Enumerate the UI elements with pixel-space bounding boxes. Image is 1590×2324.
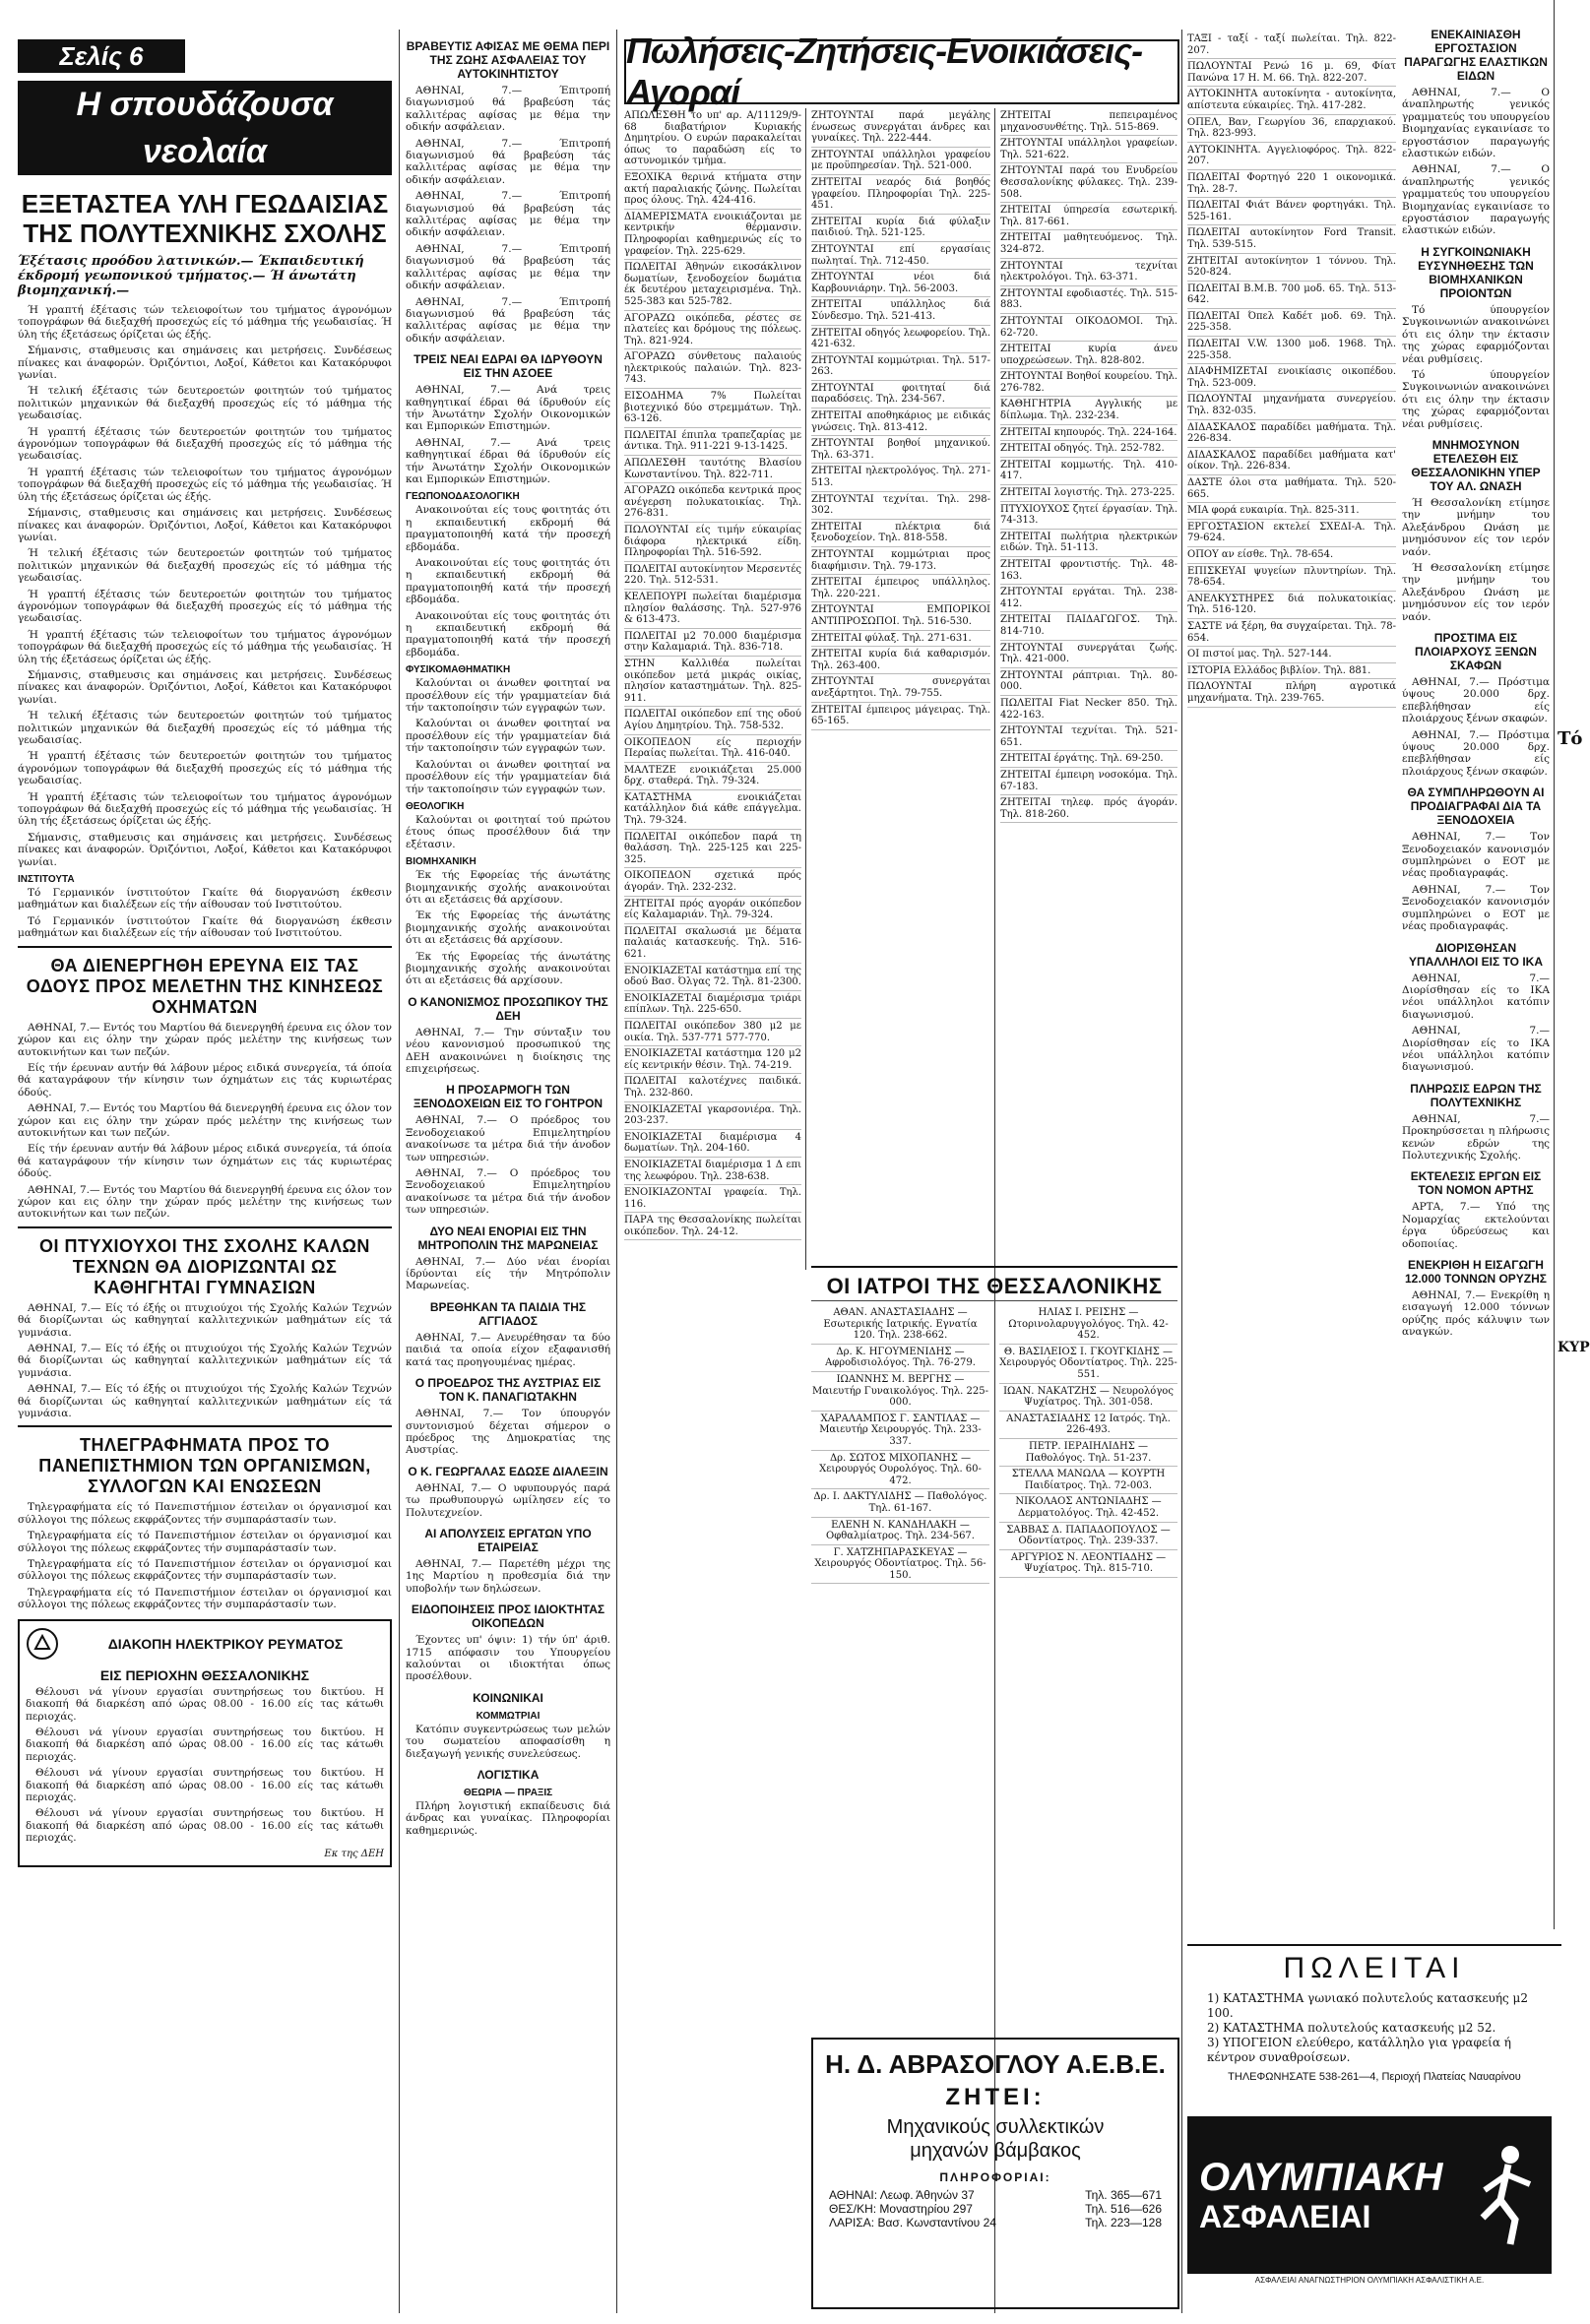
classified-ad: ΣΤΗΝ Καλλιθέα πωλείται οικόπεδον μετά μικράς οικίας, πλησίον καταστημάτων. Τηλ. 825-911. bbox=[624, 657, 801, 707]
classified-ad: ΠΩΛΕΙΤΑΙ έπιπλα τραπεζαρίας με άντικα. Τηλ. 911-221 9-13-1425. bbox=[624, 428, 801, 456]
classified-ad: ΖΗΤΟΥΝΤΑΙ παρά του Ενυδρείου Θεσσαλονίκης φύλακες. Τηλ. 239-508. bbox=[1000, 163, 1177, 203]
hotels-body: ΑΘΗΝΑΙ, 7.— Τον Ξενοδοχειακόν κανονισμόν συμπληρώνει ο ΕΟΤ με νέας προδιαγραφάς. bbox=[1402, 883, 1550, 933]
biomichaniki-body: Έκ τής Εφορείας τής άνωτάτης βιομηχανικής σχολής ανακοινούται ότι αι εξετάσεις θά αρχίσουν. bbox=[406, 950, 610, 987]
doctor-entry: ΕΛΕΝΗ Ν. ΚΑΝΔΗΛΑΚΗ — Οφθαλμίατρος. Τηλ. 234-567. bbox=[811, 1518, 989, 1545]
dei-logo-icon bbox=[26, 1627, 59, 1661]
lead-paragraph: Σήμανσις, σταθμευσις και σημάνσεις και μετρήσεις. Συνδέσεως πίνακες και άναφορών. Όριζόντιοι, Λοξοί, Κάθετοι και Κατακόρυφοι γωνίαι. bbox=[18, 507, 392, 543]
dei-subtitle: ΕΙΣ ΠΕΡΙΟΧΗΝ ΘΕΣΣΑΛΟΝΙΚΗΣ bbox=[99, 1666, 310, 1683]
classified-ad: ΖΗΤΕΙΤΑΙ ηλεκτρολόγος. Τηλ. 271-513. bbox=[811, 464, 990, 491]
classified-ad: ΖΗΤΕΙΤΑΙ φύλαξ. Τηλ. 271-631. bbox=[811, 631, 990, 648]
abrasoglou-name: Η. Δ. ΑΒΡΑΣΟΓΛΟΥ Α.Ε.Β.Ε. bbox=[825, 2049, 1166, 2079]
classified-ad: ΠΩΛΕΙΤΑΙ Όπελ Καδέτ μοδ. 69. Τηλ. 225-358. bbox=[1187, 309, 1396, 337]
classified-ad: ΠΩΛΕΙΤΑΙ καλοτέχνες παιδικά. Τηλ. 232-860. bbox=[624, 1074, 801, 1101]
dei-body: Θέλουσι νά γίνουν εργασίαι συντηρήσεως του δικτύου. Η διακοπή θά διαρκέση από ώρας 08.00 - 16.00 είς τας κάτωθι περιοχάς. bbox=[26, 1726, 384, 1763]
column-news bbox=[406, 0, 610, 2324]
doctor-entry: Θ. ΒΑΣΙΛΕΙΟΣ Ι. ΓΚΟΥΓΚΙΔΗΣ — Χειρουργός Οδοντίατρος. Τηλ. 225-551. bbox=[999, 1345, 1177, 1384]
accounting-subheading: ΘΕΩΡΙΑ — ΠΡΑΞΙΣ bbox=[463, 1788, 553, 1798]
classified-ad: ΖΗΤΟΥΝΤΑΙ εφοδιαστές. Τηλ. 515-883. bbox=[1000, 286, 1177, 314]
social-body: Κατόπιν συγκεντρώσεως των μελών του σωματείου αποφασίσθη η διεξαγωγή γενικής συνελεύσεως. bbox=[406, 1723, 610, 1760]
classified-ad: ΖΗΤΕΙΤΑΙ έμπειρος υπάλληλος. Τηλ. 220-221. bbox=[811, 575, 990, 602]
parishes-headline: ΔΥΟ ΝΕΑΙ ΕΝΟΡΙΑΙ ΕΙΣ ΤΗΝ ΜΗΤΡΟΠΟΛΙΝ ΤΗΣ ΜΑΡΩΝΕΙΑΣ bbox=[417, 1224, 599, 1252]
lead-paragraph: Σήμανσις, σταθμευσις και σημάνσεις και μετρήσεις. Συνδέσεως πίνακες και άναφορών. Όριζόντιοι, Λοξοί, Κάθετοι και Κατακόρυφοι γωνίαι. bbox=[18, 345, 392, 382]
meeting-body: Τό ύπουργείον Συγκοινωνιών ανακοινώνει ότι εις όλην την έκτασιν της χώρας εφαρμόζονται νέαι ρυθμίσεις. bbox=[1402, 303, 1550, 365]
fines-body: ΑΘΗΝΑΙ, 7.— Πρόστιμα ύψους 20.000 δρχ. επεβλήθησαν είς πλοιάρχους ξένων σκαφών. bbox=[1402, 676, 1550, 725]
graduates-body: ΑΘΗΝΑΙ, 7.— Είς τό έξής οι πτυχιούχοι τής Σχολής Καλών Τεχνών θά διορίζωνται ώς καθηγηταί καλλιτεχνικών μαθημάτων είς τά γυμνάσια. bbox=[18, 1301, 392, 1339]
tours-body: ΑΘΗΝΑΙ, 7.— Τον ύπουργόν συντονισμού δέχεται σήμερον ο πρόεδρος της Δημοκρατίας της Αυστρίας. bbox=[406, 1408, 610, 1457]
telegram-body: Τηλεγραφήματα είς τό Πανεπιστήμιον έστειλαν οι όργανισμοί και σύλλογοι της πόλεως εκφράζοντες τήν συμπαράστασίν των. bbox=[18, 1586, 392, 1611]
classified-ad: ΕΝΟΙΚΙΑΖΟΝΤΑΙ γραφεία. Τηλ. 116. bbox=[624, 1185, 801, 1213]
classified-ad: ΖΗΤΟΥΝΤΑΙ συνεργάται ανεξάρτητοι. Τηλ. 79-755. bbox=[811, 674, 990, 702]
arta-headline: ΕΚΤΕΛΕΣΙΣ ΕΡΓΩΝ ΕΙΣ ΤΟΝ ΝΟΜΟΝ ΑΡΤΗΣ bbox=[1410, 1169, 1542, 1198]
memorial-body: Ή Θεσσαλονίκη ετίμησε την μνήμην του Αλεξάνδρου Ωνάση με μνημόσυνον είς τον ιερόν ναόν. bbox=[1402, 561, 1550, 623]
olympic-subtitle: ΑΣΦΑΛΕΙΑΙ bbox=[1199, 2199, 1371, 2234]
parishes-body: ΑΘΗΝΑΙ, 7.— Δύο νέαι ένορίαι ίδρύονται είς τήν Μητρόπολιν Μαρωνείας. bbox=[406, 1255, 610, 1292]
arta-body: ΑΡΤΑ, 7.— Υπό της Νομαρχίας εκτελούνται έργα ύδρεύσεως και οδοποιίας. bbox=[1402, 1201, 1550, 1250]
dei-body: Θέλουσι νά γίνουν εργασίαι συντηρήσεως του δικτύου. Η διακοπή θά διαρκέση από ώρας 08.00 - 16.00 είς τας κάτωθι περιοχάς. bbox=[26, 1767, 384, 1803]
social-headline: ΚΟΙΝΩΝΙΚΑΙ bbox=[473, 1690, 543, 1705]
classified-ad: ΕΠΙΣΚΕΥΑΙ ψυγείων πλυντηρίων. Τηλ. 78-654. bbox=[1187, 564, 1396, 592]
classified-ad: ΕΝΟΙΚΙΑΖΕΤΑΙ διαμέρισμα τριάρι επίπλων. Τηλ. 225-650. bbox=[624, 991, 801, 1019]
lead-paragraph: Ή γραπτή έξέτασις τών τελειοφοίτων του τμήματος άγρονόμων τοπογράφων θά διεξαχθή προσεχώς είς τό μάθημα τής γεωδαισίας. Ή ύλη τής έξετάσεως όρίζεται ώς έξής. bbox=[18, 790, 392, 828]
abrasoglou-phone: Τηλ. 365—671 bbox=[1085, 2188, 1162, 2202]
sale-item: 3) ΥΠΟΓΕΙΟΝ ελεύθερο, κατάλληλο για γραφεία ή κέντρον συναθροίσεων. bbox=[1207, 2036, 1511, 2064]
abrasoglou-address: ΘΕΣ/ΚΗ: Μοναστηρίου 297 bbox=[829, 2202, 973, 2216]
classified-ad: ΑΠΩΛΕΣΘΗ το υπ' αρ. Α/11129/9-68 διαβατήριον Κυριακής Δημητρίου. Ο ευρών παρακαλείται όπως το παραδώση είς το αστυνομικόν τμήμα. bbox=[624, 108, 801, 170]
hotels-body: ΑΘΗΝΑΙ, 7.— Τον Ξενοδοχειακόν κανονισμόν συμπληρώνει ο ΕΟΤ με νέας προδιαγραφάς. bbox=[1402, 831, 1550, 880]
classified-ad: ΜΑΛΤΕΖΕ ενοικιάζεται 25.000 δρχ. σταθερά. Τηλ. 79-324. bbox=[624, 763, 801, 790]
hotel-body: ΑΘΗΝΑΙ, 7.— Ο πρόεδρος του Ξενοδοχειακού Επιμελητηρίου ανακοίνωσε τα μέτρα διά τήν άνοδον των υπηρεσιών. bbox=[406, 1167, 610, 1217]
column-right-news bbox=[1402, 0, 1550, 1929]
abrasoglou-address: ΛΑΡΙΣΑ: Βασ. Κωνσταντίνου 24 bbox=[829, 2216, 996, 2230]
safety-body: ΑΘΗΝΑΙ, 7.— Έπιτροπή διαγωνισμού θά βραβεύση τάς καλλιτέρας αφίσας με θέμα την οδικήν ασφάλειαν. bbox=[406, 190, 610, 239]
sale-title: ΠΩΛΕΙΤΑΙ bbox=[1283, 1952, 1466, 1984]
classified-ad: ΠΩΛΕΙΤΑΙ Β.Μ.Β. 700 μοδ. 65. Τηλ. 513-642. bbox=[1187, 282, 1396, 309]
classified-ad: ΖΗΤΕΙΤΑΙ κηπουρός. Τηλ. 224-164. bbox=[1000, 425, 1177, 442]
section-label: Σελίς 6 bbox=[18, 39, 185, 73]
classified-ad: ΟΠΟΥ αν είσθε. Τηλ. 78-654. bbox=[1187, 547, 1396, 564]
classified-ad: ΑΓΟΡΑΖΩ σύνθετους παλαιούς ηλεκτρικούς παλαιών. Τηλ. 823-743. bbox=[624, 349, 801, 389]
classified-ad: ΖΗΤΟΥΝΤΑΙ συνεργάται ζωής. Τηλ. 421-000. bbox=[1000, 641, 1177, 668]
lead-paragraph: Σήμανσις, σταθμευσις και σημάνσεις και μετρήσεις. Συνδέσεως πίνακες και άναφορών. Όριζόντιοι, Λοξοί, Κάθετοι και Κατακόρυφοι γωνίαι. bbox=[18, 668, 392, 706]
fines-headline: ΠΡΟΣΤΙΜΑ ΕΙΣ ΠΛΟΙΑΡΧΟΥΣ ΞΕΝΩΝ ΣΚΑΦΩΝ bbox=[1415, 631, 1537, 672]
doctor-entry: Δρ. Ι. ΔΑΚΤΥΛΙΔΗΣ — Παθολόγος. Τηλ. 61-167. bbox=[811, 1489, 989, 1517]
classified-ad: ΠΩΛΟΥΝΤΑΙ μηχανήματα συνεργείου. Τηλ. 832-035. bbox=[1187, 392, 1396, 419]
classified-ad: ΔΙΔΑΣΚΑΛΟΣ παραδίδει μαθήματα. Τηλ. 226-834. bbox=[1187, 420, 1396, 448]
classified-ad: ΖΗΤΕΙΤΑΙ οδηγός λεωφορείου. Τηλ. 421-632. bbox=[811, 326, 990, 353]
classified-ad: ΕΙΣΟΔΗΜΑ 7% Πωλείται βιοτεχνικό δύο στρεμμάτων. Τηλ. 63-126. bbox=[624, 389, 801, 428]
institute-body: Τό Γερμανικόν ίνστιτούτον Γκαίτε θά διοργανώση έκθεσιν μαθημάτων και διαλέξεων είς τήν αίθουσαν τού Ινστιτούτου. bbox=[18, 887, 392, 911]
factory-headline: ΕΝΕΚΑΙΝΙΑΣΘΗ ΕΡΓΟΣΤΑΣΙΟΝ ΠΑΡΑΓΩΓΗΣ ΕΛΑΣΤΙΚΩΝ ΕΙΔΩΝ bbox=[1404, 28, 1548, 83]
classified-ad: ΚΑΘΗΓΗΤΡΙΑ Αγγλικής με δίπλωμα. Τηλ. 232-234. bbox=[1000, 397, 1177, 424]
classified-ad: ΖΗΤΟΥΝΤΑΙ υπάλληλοι γραφείων. Τηλ. 521-622. bbox=[1000, 136, 1177, 163]
fm-body: Καλούνται οι άνωθεν φοιτηταί να προσέλθουν είς τήν γραμματείαν διά τήν τακτοποίησιν τών εγγραφών των. bbox=[406, 758, 610, 795]
safety-body: ΑΘΗΝΑΙ, 7.— Έπιτροπή διαγωνισμού θά βραβεύση τάς καλλιτέρας αφίσας με θέμα την οδικήν ασφάλειαν. bbox=[406, 85, 610, 134]
notices-headline: ΕΙΔΟΠΟΙΗΣΕΙΣ ΠΡΟΣ ΙΔΙΟΚΤΗΤΑΣ ΟΙΚΟΠΕΔΩΝ bbox=[411, 1602, 605, 1631]
classified-ad: ΠΩΛΕΙΤΑΙ οικόπεδον 380 μ2 με οικία. Τηλ. 537-771 577-770. bbox=[624, 1019, 801, 1046]
classified-ad: ΚΑΤΑΣΤΗΜΑ ενοικιάζεται κατάλληλον διά κάθε επάγγελμα. Τηλ. 79-324. bbox=[624, 790, 801, 830]
safety-body: ΑΘΗΝΑΙ, 7.— Έπιτροπή διαγωνισμού θά βραβεύση τάς καλλιτέρας αφίσας με θέμα την οδικήν ασφάλειαν. bbox=[406, 295, 610, 345]
classified-ad: ΑΠΩΛΕΣΘΗ ταυτότης Βλασίου Κωνσταντίνου. Τηλ. 822-711. bbox=[624, 456, 801, 483]
institute-heading: ΙΝΣΤΙΤΟΥΤΑ bbox=[18, 874, 75, 886]
classified-ad: ΔΙΔΑΣΚΑΛΟΣ παραδίδει μαθήματα κατ' οίκον. Τηλ. 226-834. bbox=[1187, 448, 1396, 475]
workers-headline: ΑΙ ΑΠΟΛΥΣΕΙΣ ΕΡΓΑΤΩΝ ΥΠΟ ΕΤΑΙΡΕΙΑΣ bbox=[424, 1526, 592, 1554]
doctor-entry: ΣΤΕΛΛΑ ΜΑΝΩΛΑ — ΚΟΥΡΤΗ Παιδίατρος. Τηλ. 72-003. bbox=[999, 1467, 1177, 1494]
classified-ad: ΜΙΑ φορά ευκαιρία. Τηλ. 825-311. bbox=[1187, 503, 1396, 520]
classified-ad: ΕΝΟΙΚΙΑΖΕΤΑΙ κατάστημα 120 μ2 είς κεντρικήν θέσιν. Τηλ. 74-219. bbox=[624, 1046, 801, 1074]
geoponiki-body: Ανακοινούται είς τους φοιτητάς ότι η εκπαιδευτική εκδρομή θά πραγματοποιηθή κατά τήν προσεχή εβδομάδα. bbox=[406, 557, 610, 606]
classified-ad: ΕΝΟΙΚΙΑΖΕΤΑΙ διαμέρισμα 1 Δ επι της λεωφόρου. Τηλ. 238-638. bbox=[624, 1158, 801, 1185]
research-headline: ΘΑ ΔΙΕΝΕΡΓΗΘΗ ΕΡΕΥΝΑ ΕΙΣ ΤΑΣ ΟΔΟΥΣ ΠΡΟΣ ΜΕΛΕΤΗΝ ΤΗΣ ΚΙΝΗΣΕΩΣ ΟΧΗΜΑΤΩΝ bbox=[26, 955, 384, 1017]
classified-ad: ΖΗΤΕΙΤΑΙ κυρία άνευ υποχρεώσεων. Τηλ. 828-802. bbox=[1000, 342, 1177, 369]
classified-ad: ΠΩΛΕΙΤΑΙ V.W. 1300 μοδ. 1968. Τηλ. 225-358. bbox=[1187, 337, 1396, 364]
accounting-headline: ΛΟΓΙΣΤΙΚΑ bbox=[477, 1768, 540, 1782]
classified-ad: ΠΩΛΕΙΤΑΙ Fiat Necker 850. Τηλ. 422-163. bbox=[1000, 696, 1177, 723]
classified-ad: ΖΗΤΟΥΝΤΑΙ τεχνίται ηλεκτρολόγοι. Τηλ. 63-371. bbox=[1000, 259, 1177, 286]
doctor-entry: ΑΘΑΝ. ΑΝΑΣΤΑΣΙΑΔΗΣ — Εσωτερικής Ιατρικής. Εγνατία 120. Τηλ. 238-662. bbox=[811, 1305, 989, 1345]
doctor-entry: ΠΕΤΡ. ΙΕΡΑΙΗΛΙΔΗΣ — Παθολόγος. Τηλ. 51-237. bbox=[999, 1439, 1177, 1467]
cutoff-fragment: ΚΥΡ bbox=[1558, 1340, 1590, 1355]
meeting-body: Τό ύπουργείον Συγκοινωνιών ανακοινώνει ότι εις όλην την έκτασιν της χώρας εφαρμόζονται νέαι ρυθμίσεις. bbox=[1402, 368, 1550, 430]
tours-headline: Ο ΠΡΟΕΔΡΟΣ ΤΗΣ ΑΥΣΤΡΙΑΣ ΕΙΣ ΤΟΝ Κ. ΠΑΝΑΓΙΩΤΑΚΗΝ bbox=[414, 1376, 602, 1405]
classifieds-masthead bbox=[624, 31, 1179, 112]
fines-body: ΑΘΗΝΑΙ, 7.— Πρόστιμα ύψους 20.000 δρχ. επεβλήθησαν είς πλοιάρχους ξένων σκαφών. bbox=[1402, 728, 1550, 778]
geoponiki-body: Ανακοινούται είς τους φοιτητάς ότι η εκπαιδευτική εκδρομή θά πραγματοποιηθή κατά τήν προσεχή εβδομάδα. bbox=[406, 609, 610, 659]
classified-ad: ΠΩΛΟΥΝΤΑΙ πλήρη αγροτικά μηχανήματα. Τηλ. 239-765. bbox=[1187, 679, 1396, 707]
classified-ad: ΠΩΛΟΥΝΤΑΙ Ρενώ 16 μ. 69, Φίατ Πανώνα 17 Η. Μ. 66. Τηλ. 822-207. bbox=[1187, 59, 1396, 87]
abrasoglou-address: ΑΘΗΝΑΙ: Λεωφ. Άθηνών 37 bbox=[829, 2188, 975, 2202]
lead-paragraph: Ή γραπτή έξέτασις τών τελειοφοίτων του τμήματος άγρονόμων τοπογράφων θά διεξαχθή προσεχώς είς τό μάθημα τής γεωδαισίας. Ή ύλη τής έξετάσεως όρίζεται ώς έξής. bbox=[18, 304, 392, 341]
masthead-left: Η σπουδάζουσα νεολαία bbox=[18, 81, 392, 175]
classified-ad: ΠΑΡΑ της Θεσσαλονίκης πωλείται οικόπεδον. Τηλ. 24-12. bbox=[624, 1213, 801, 1240]
classified-ad: ΖΗΤΕΙΤΑΙ κυρία διά καθαρισμόν. Τηλ. 263-400. bbox=[811, 647, 990, 674]
classified-ad: ΠΩΛΟΥΝΤΑΙ είς τιμήν εύκαιρίας διάφορα ηλεκτρικά είδη. Πληροφορίαι Τηλ. 516-592. bbox=[624, 523, 801, 562]
classified-ad: ΚΕΛΕΠΟΥΡΙ πωλείται διαμέρισμα πλησίον θαλάσσης. Τηλ. 527-976 & 613-473. bbox=[624, 590, 801, 629]
classified-ad: ΖΗΤΟΥΝΤΑΙ τεχνίται. Τηλ. 298-302. bbox=[811, 492, 990, 520]
telegram-headline: ΤΗΛΕΓΡΑΦΗΜΑΤΑ ΠΡΟΣ ΤΟ ΠΑΝΕΠΙΣΤΗΜΙΟΝ ΤΩΝ ΟΡΓΑΝΙΣΜΩΝ, ΣΥΛΛΟΓΩΝ ΚΑΙ ΕΝΩΣΕΩΝ bbox=[38, 1435, 371, 1497]
lead-deck: Έξέτασις προόδου λατινικών.— Έκπαιδευτική έκδρομή γεωπονικού τμήματος.— Ή άνωτάτη βιομηχανική.— bbox=[18, 254, 364, 298]
classified-ad: ΕΞΟΧΙΚΑ θερινά κτήματα στην ακτή παραλιακής ζώνης. Πωλείται προς όλους. Τηλ. 424-416. bbox=[624, 170, 801, 210]
biomichaniki-body: Έκ τής Εφορείας τής άνωτάτης βιομηχανικής σχολής ανακοινούται ότι αι εξετάσεις θά αρχίσουν. bbox=[406, 910, 610, 947]
telegram-body: Τηλεγραφήματα είς τό Πανεπιστήμιον έστειλαν οι όργανισμοί και σύλλογοι της πόλεως εκφράζοντες τήν συμπαράστασίν των. bbox=[18, 1501, 392, 1526]
graduates-headline: ΟΙ ΠΤΥΧΙΟΥΧΟΙ ΤΗΣ ΣΧΟΛΗΣ ΚΑΛΩΝ ΤΕΧΝΩΝ ΘΑ ΔΙΟΡΙΖΩΝΤΑΙ ΩΣ ΚΑΘΗΓΗΤΑΙ ΓΥΜΝΑΣΙΩΝ bbox=[39, 1235, 370, 1297]
research-body: Είς τήν έρευναν αυτήν θά λάβουν μέρος ειδικά συνεργεία, τά όποία θά καταγράφουν τήν κίνησιν των όχημάτων εις τάς κυριωτέρας όδούς. bbox=[18, 1143, 392, 1180]
classified-ad: ΖΗΤΟΥΝΤΑΙ βοηθοί μηχανικού. Τηλ. 63-371. bbox=[811, 436, 990, 464]
classified-ad: ΑΥΤΟΚΙΝΗΤΑ αυτοκίνητα - αυτοκίνητα, απίστευτα εύκαιρίες. Τηλ. 417-282. bbox=[1187, 87, 1396, 114]
abrasoglou-phone: Τηλ. 223—128 bbox=[1085, 2216, 1162, 2230]
dei-notice bbox=[18, 1619, 392, 1867]
doctors-title: ΟΙ ΙΑΤΡΟΙ ΤΗΣ ΘΕΣΣΑΛΟΝΙΚΗΣ bbox=[826, 1274, 1163, 1298]
appoint-headline: ΔΙΟΡΙΣΘΗΣΑΝ ΥΠΑΛΛΗΛΟΙ ΕΙΣ ΤΟ ΙΚΑ bbox=[1408, 940, 1543, 969]
classified-ad: ΣΑΣΤΕ νά ξέρη, θα συγχαίρεται. Τηλ. 78-654. bbox=[1187, 619, 1396, 647]
biomichaniki-heading: ΒΙΟΜΗΧΑΝΙΚΗ bbox=[406, 856, 477, 868]
classified-ad: ΖΗΤΕΙΤΑΙ φροντιστής. Τηλ. 48-163. bbox=[1000, 557, 1177, 585]
safety-body: ΑΘΗΝΑΙ, 7.— Έπιτροπή διαγωνισμού θά βραβεύση τάς καλλιτέρας αφίσας με θέμα την οδικήν ασφάλειαν. bbox=[406, 242, 610, 292]
lead-paragraph: Ή γραπτή έξέτασις τών δευτεροετών φοιτητών του τμήματος άγρονόμων τοπογράφων θά διεξαχθή προσεχώς είς τό μάθημα τής γεωδαισίας. bbox=[18, 750, 392, 787]
chairs-body: ΑΘΗΝΑΙ, 7.— Ανά τρεις καθηγητικαί έδραι θά ίδρυθούν είς τήν Άνωτάτην Σχολήν Οικονομικών και Εμπορικών Επιστημών. bbox=[406, 384, 610, 433]
cutoff-fragment: Τό bbox=[1558, 728, 1583, 749]
classified-ad: ΖΗΤΟΥΝΤΑΙ φοιτηταί διά παραδόσεις. Τηλ. 234-567. bbox=[811, 381, 990, 408]
classified-ad: ΠΩΛΕΙΤΑΙ Φιάτ Βάνεν φορτηγάκι. Τηλ. 525-161. bbox=[1187, 198, 1396, 225]
safety-body: ΑΘΗΝΑΙ, 7.— Έπιτροπή διαγωνισμού θά βραβεύση τάς καλλιτέρας αφίσας με θέμα την οδικήν ασφάλειαν. bbox=[406, 137, 610, 186]
doctor-entry: ΧΑΡΑΛΑΜΠΟΣ Γ. ΣΑΝΤΙΛΑΣ — Μαιευτήρ Χειρουργός. Τηλ. 233-337. bbox=[811, 1412, 989, 1451]
classified-ad: ΖΗΤΕΙΤΑΙ πλέκτρια διά ξενοδοχείον. Τηλ. 818-558. bbox=[811, 520, 990, 547]
classifieds-col-d bbox=[1187, 30, 1396, 1939]
research-body: ΑΘΗΝΑΙ, 7.— Εντός του Μαρτίου θά διενεργηθή έρευνα εις όλον τον χώρον και εις όλην την χώραν πρός μελέτην της κινήσεως των αυτοκινήτων και των πεζών. bbox=[18, 1183, 392, 1221]
classified-ad: ΠΩΛΕΙΤΑΙ αυτοκίνητον Ford Transit. Τηλ. 539-515. bbox=[1187, 225, 1396, 253]
classified-ad: ΤΑΞΙ - ταξί - ταξί πωλείται. Τηλ. 822-207. bbox=[1187, 31, 1396, 59]
sale-box bbox=[1187, 1944, 1561, 2113]
geoponiki-body: Ανακοινούται είς τους φοιτητάς ότι η εκπαιδευτική εκδρομή θά πραγματοποιηθή κατά τήν προσεχή εβδομάδα. bbox=[406, 504, 610, 553]
telegram-body: Τηλεγραφήματα είς τό Πανεπιστήμιον έστειλαν οι όργανισμοί και σύλλογοι της πόλεως εκφράζοντες τήν συμπαράστασίν των. bbox=[18, 1558, 392, 1583]
rice-headline: ΕΝΕΚΡΙΘΗ Η ΕΙΣΑΓΩΓΗ 12.000 ΤΟΝΝΩΝ ΟΡΥΖΗΣ bbox=[1405, 1258, 1547, 1286]
doctor-entry: ΙΩΑΝΝΗΣ Μ. ΒΕΡΓΗΣ — Μαιευτήρ Γυναικολόγος. Τηλ. 225-000. bbox=[811, 1372, 989, 1412]
column-cutoff bbox=[1558, 0, 1590, 1929]
deh-headline: Ο ΚΑΝΟΝΙΣΜΟΣ ΠΡΟΣΩΠΙΚΟΥ ΤΗΣ ΔΕΗ bbox=[408, 994, 608, 1023]
classified-ad: ΖΗΤΕΙΤΑΙ νεαρός διά βοηθός γραφείου. Πληροφορίαι Τηλ. 225-451. bbox=[811, 175, 990, 215]
classified-ad: ΖΗΤΕΙΤΑΙ ΠΑΙΔΑΓΩΓΟΣ. Τηλ. 814-710. bbox=[1000, 612, 1177, 640]
olympic-footer: ΑΣΦΑΛΕΙΑΙ ΑΝΑΓΝΩΣΤΗΡΙΟΝ ΟΛΥΜΠΙΑΚΗ ΑΣΦΑΛΙΣΤΙΚΗ Α.Ε. bbox=[1254, 2276, 1485, 2285]
classified-ad: ΙΣΤΟΡΙΑ Ελλάδος βιβλίον. Τηλ. 881. bbox=[1187, 663, 1396, 680]
chairs-headline: ΤΡΕΙΣ ΝΕΑΙ ΕΔΡΑΙ ΘΑ ΙΔΡΥΘΟΥΝ ΕΙΣ ΤΗΝ ΑΣΟΕΕ bbox=[413, 352, 603, 381]
abrasoglou-wants: ΖΗΤΕΙ: bbox=[945, 2084, 1046, 2110]
classified-ad: ΔΑΣΤΕ όλοι στα μαθήματα. Τηλ. 520-665. bbox=[1187, 475, 1396, 503]
classified-ad: ΖΗΤΟΥΝΤΑΙ υπάλληλοι γραφείου με προϋπηρεσίαν. Τηλ. 521-000. bbox=[811, 148, 990, 175]
classified-ad: ΖΗΤΟΥΝΤΑΙ κομμώτριαι. Τηλ. 517-263. bbox=[811, 353, 990, 381]
theologiki-body: Καλούνται οι φοιτηταί τού πρώτου έτους όπως προσέλθουν διά την εξέτασιν. bbox=[406, 813, 610, 850]
classified-ad: ΖΗΤΕΙΤΑΙ αυτοκίνητον 1 τόννου. Τηλ. 520-824. bbox=[1187, 254, 1396, 282]
classified-ad: ΖΗΤΕΙΤΑΙ κομμωτής. Τηλ. 410-417. bbox=[1000, 458, 1177, 485]
lead-headline: ΕΞΕΤΑΣΤΕΑ ΥΛΗ ΓΕΩΔΑΙΣΙΑΣ ΤΗΣ ΠΟΛΥΤΕΧΝΙΚΗΣ ΣΧΟΛΗΣ bbox=[21, 189, 389, 248]
classified-ad: ΖΗΤΕΙΤΑΙ πρός αγοράν οικόπεδον είς Καλαμαριάν. Τηλ. 79-324. bbox=[624, 897, 801, 924]
doctor-entry: ΙΩΑΝ. ΝΑΚΑΤΖΗΣ — Νευρολόγος Ψυχίατρος. Τηλ. 301-058. bbox=[999, 1384, 1177, 1412]
classified-ad: ΖΗΤΟΥΝΤΑΙ κομμώτριαι προς διαφήμισιν. Τηλ. 79-173. bbox=[811, 547, 990, 575]
geoponiki-heading: ΓΕΩΠΟΝΟΔΑΣΟΛΟΓΙΚΗ bbox=[406, 491, 520, 503]
classified-ad: ΖΗΤΕΙΤΑΙ αποθηκάριος με ειδικάς γνώσεις. Τηλ. 813-412. bbox=[811, 408, 990, 436]
classified-ad: ΖΗΤΕΙΤΑΙ υπάλληλος διά Σύνδεσμο. Τηλ. 521-413. bbox=[811, 297, 990, 325]
lead-paragraph: Σήμανσις, σταθμευσις και σημάνσεις και μετρήσεις. Συνδέσεως πίνακες και άναφορών. Όριζόντιοι, Λοξοί, Κάθετοι και Κατακόρυφοι γωνίαι. bbox=[18, 831, 392, 868]
classified-ad: ΖΗΤΕΙΤΑΙ ύπηρεσία εσωτερική. Τηλ. 817-661. bbox=[1000, 203, 1177, 230]
graduates-body: ΑΘΗΝΑΙ, 7.— Είς τό έξής οι πτυχιούχοι τής Σχολής Καλών Τεχνών θά διορίζωνται ώς καθηγηταί καλλιτεχνικών μαθημάτων είς τά γυμνάσια. bbox=[18, 1343, 392, 1379]
poly-headline: ΠΛΗΡΩΣΙΣ ΕΔΡΩΝ ΤΗΣ ΠΟΛΥΤΕΧΝΙΚΗΣ bbox=[1410, 1081, 1542, 1109]
classified-ad: ΠΩΛΕΙΤΑΙ σκαλωσιά με δέματα παλαιάς κατασκευής. Τηλ. 516-621. bbox=[624, 924, 801, 964]
social-subheading: ΚΟΜΜΩΤΡΙΑΙ bbox=[476, 1710, 541, 1722]
lead-paragraph: Ή γραπτή έξέτασις τών δευτεροετών φοιτητών του τμήματος άγρονόμων τοπογράφων θά διεξαχθή προσεχώς είς τό μάθημα τής γεωδαισίας. bbox=[18, 588, 392, 625]
doctor-entry: ΣΑΒΒΑΣ Δ. ΠΑΠΑΔΟΠΟΥΛΟΣ — Οδοντίατρος. Τηλ. 239-337. bbox=[999, 1523, 1177, 1550]
research-body: Είς τήν έρευναν αυτήν θά λάβουν μέρος ειδικά συνεργεία, τά όποία θά καταγράφουν τήν κίνησιν των όχημάτων εις τάς κυριωτέρας όδούς. bbox=[18, 1061, 392, 1099]
classified-ad: ΖΗΤΟΥΝΤΑΙ ράπτριαι. Τηλ. 80-000. bbox=[1000, 668, 1177, 696]
workers-body: ΑΘΗΝΑΙ, 7.— Παρετέθη μέχρι της 1ης Μαρτίου η προθεσμία διά την υποβολήν των δηλώσεων. bbox=[406, 1557, 610, 1595]
doctors-section bbox=[811, 1260, 1177, 2008]
sale-item: 1) ΚΑΤΑΣΤΗΜΑ γωνιακό πολυτελούς κατασκευής μ2 100. bbox=[1207, 1991, 1528, 2020]
classified-ad: ΖΗΤΕΙΤΑΙ λογιστής. Τηλ. 273-225. bbox=[1000, 485, 1177, 502]
lead-paragraph: Ή τελική έξέτασις τών δευτεροετών φοιτητών τού τμήματος πολιτικών μηχανικών θά διεξαχθή προσεχώς είς τό μάθημα τής γεωδαισίας. bbox=[18, 385, 392, 422]
appoint-body: ΑΘΗΝΑΙ, 7.— Διορίσθησαν είς το ΙΚΑ νέοι υπάλληλοι κατόπιν διαγωνισμού. bbox=[1402, 972, 1550, 1021]
classified-ad: ΕΝΟΙΚΙΑΖΕΤΑΙ γκαρσονιέρα. Τηλ. 203-237. bbox=[624, 1102, 801, 1130]
classifieds-col-b bbox=[811, 108, 990, 1250]
dei-title: ΔΙΑΚΟΠΗ ΗΛΕΚΤΡΙΚΟΥ ΡΕΥΜΑΤΟΣ bbox=[107, 1635, 344, 1652]
dei-body: Θέλουσι νά γίνουν εργασίαι συντηρήσεως του δικτύου. Η διακοπή θά διαρκέση από ώρας 08.00 - 16.00 είς τας κάτωθι περιοχάς. bbox=[26, 1685, 384, 1723]
classifieds-title: Πωλήσεις-Ζητήσεις-Ενοικιάσεις-Αγοραί bbox=[626, 31, 1143, 112]
lead-paragraph: Ή γραπτή έξέτασις τών τελειοφοίτων του τμήματος άγρονόμων τοπογράφων θά διεξαχθή προσεχώς είς τό μάθημα τής γεωδαισίας. Ή ύλη τής έξετάσεως όρίζεται ώς έξής. bbox=[18, 628, 392, 665]
lead-paragraph: Ή τελική έξέτασις τών δευτεροετών φοιτητών τού τμήματος πολιτικών μηχανικών θά διεξαχθή προσεχώς είς τό μάθημα τής γεωδαισίας. bbox=[18, 547, 392, 585]
classified-ad: ΖΗΤΕΙΤΑΙ έμπειρος μάγειρας. Τηλ. 65-165. bbox=[811, 703, 990, 730]
graduates-body: ΑΘΗΝΑΙ, 7.— Είς τό έξής οι πτυχιούχοι τής Σχολής Καλών Τεχνών θά διορίζωνται ώς καθηγηταί καλλιτεχνικών μαθημάτων είς τά γυμνάσια. bbox=[18, 1383, 392, 1420]
poly-body: ΑΘΗΝΑΙ, 7.— Προκηρύσσεται η πλήρωσις κενών εδρών της Πολυτεχνικής Σχολής. bbox=[1402, 1112, 1550, 1162]
classified-ad: ΖΗΤΟΥΝΤΑΙ ΟΙΚΟΔΟΜΟΙ. Τηλ. 62-720. bbox=[1000, 314, 1177, 342]
safety-headline: ΒΡΑΒΕΥΤΙΣ ΑΦΙΣΑΣ ΜΕ ΘΕΜΑ ΠΕΡΙ ΤΗΣ ΖΩΗΣ ΑΣΦΑΛΕΙΑΣ ΤΟΥ ΑΥΤΟΚΙΝΗΤΙΣΤΟΥ bbox=[406, 39, 610, 81]
theologiki-heading: ΘΕΟΛΟΓΙΚΗ bbox=[406, 800, 465, 812]
classified-ad: ΖΗΤΟΥΝΤΑΙ εργάται. Τηλ. 238-412. bbox=[1000, 585, 1177, 612]
classified-ad: ΟΠΕΛ, Βαν, Γεωργίου 36, επαρχιακού. Τηλ. 823-993. bbox=[1187, 115, 1396, 143]
dei-body: Θέλουσι νά γίνουν εργασίαι συντηρήσεως του δικτύου. Η διακοπή θά διαρκέση από ώρας 08.00 - 16.00 είς τας κάτωθι περιοχάς. bbox=[26, 1807, 384, 1845]
factory-body: ΑΘΗΝΑΙ, 7.— Ο άναπληρωτής γενικός γραμματεύς του υπουργείου Βιομηχανίας εγκαινίασε το εργοστάσιον παραγωγής ελαστικών ειδών. bbox=[1402, 163, 1550, 237]
classified-ad: ΕΝΟΙΚΙΑΖΕΤΑΙ διαμέρισμα 4 δωματίων. Τηλ. 204-160. bbox=[624, 1130, 801, 1158]
classified-ad: ΠΩΛΕΙΤΑΙ μ2 70.000 διαμέρισμα στην Καλαμαριά. Τηλ. 836-718. bbox=[624, 629, 801, 657]
doctor-entry: ΑΡΓΥΡΙΟΣ Ν. ΛΕΟΝΤΙΑΔΗΣ — Ψυχίατρος. Τηλ. 815-710. bbox=[999, 1550, 1177, 1578]
memorial-body: Ή Θεσσαλονίκη ετίμησε την μνήμην του Αλεξάνδρου Ωνάση με μνημόσυνον είς τον ιερόν ναόν. bbox=[1402, 496, 1550, 558]
classified-ad: ΟΙΚΟΠΕΔΟΝ σχετικά πρός άγοράν. Τηλ. 232-232. bbox=[624, 868, 801, 896]
classified-ad: ΠΩΛΕΙΤΑΙ οικόπεδον επί της οδού Αγίου Δημητρίου. Τηλ. 758-532. bbox=[624, 707, 801, 734]
deh-body: ΑΘΗΝΑΙ, 7.— Την σύνταξιν του νέου κανονισμού προσωπικού της ΔΕΗ ανακοινώνει η διοίκησις της επιχειρήσεως. bbox=[406, 1026, 610, 1075]
classified-ad: ΔΙΑΦΗΜΙΖΕΤΑΙ ενοικίασις οικοπέδου. Τηλ. 523-009. bbox=[1187, 364, 1396, 392]
classified-ad: ΕΡΓΟΣΤΑΣΙΟΝ εκτελεί ΣΧΕΔΙ-Α. Τηλ. 79-624. bbox=[1187, 520, 1396, 547]
classified-ad: ΠΩΛΕΙΤΑΙ Άθηνών εικοσάκλινον δωματίων, ξενοδοχείον δωμάτια έκ δευτέρου μεταχειρισμένα. Τηλ. 525-383 και 525-782. bbox=[624, 260, 801, 310]
classified-ad: ΖΗΤΟΥΝΤΑΙ ΕΜΠΟΡΙΚΟΙ ΑΝΤΙΠΡΟΣΩΠΟΙ. Τηλ. 516-530. bbox=[811, 602, 990, 630]
fm-body: Καλούνται οι άνωθεν φοιτηταί να προσέλθουν είς τήν γραμματείαν διά τήν τακτοποίησιν τών εγγραφών των. bbox=[406, 718, 610, 755]
notices-body: Έχοντες υπ' όψιν: 1) τήν ύπ' άριθ. 1715 απόφασιν του Υπουργείου καλούνται οι ιδιοκτήται όπως προσέλθουν. bbox=[406, 1634, 610, 1683]
classified-ad: ΖΗΤΟΥΝΤΑΙ παρά μεγάλης ένωσεως συνεργάται άνδρες και γυναίκες. Τηλ. 222-444. bbox=[811, 108, 990, 148]
classified-ad: ΖΗΤΟΥΝΤΑΙ νέοι διά Καρβουνιάρην. Τηλ. 56-2003. bbox=[811, 270, 990, 297]
gerakas-body: ΑΘΗΝΑΙ, 7.— Ο υφυπουργός παρά τω πρωθυπουργώ ωμίλησεν είς το Πολυτεχνείον. bbox=[406, 1481, 610, 1519]
classified-ad: ΖΗΤΕΙΤΑΙ οδηγός. Τηλ. 252-782. bbox=[1000, 441, 1177, 458]
factory-body: ΑΘΗΝΑΙ, 7.— Ο άναπληρωτής γενικός γραμματεύς του υπουργείου Βιομηχανίας εγκαινίασε το εργοστάσιον παραγωγής ελαστικών ειδών. bbox=[1402, 87, 1550, 160]
column-education bbox=[18, 0, 392, 2324]
classified-ad: ΠΩΛΕΙΤΑΙ αυτοκίνητον Μερσεντές 220. Τηλ. 512-531. bbox=[624, 562, 801, 590]
classified-ad: ΖΗΤΟΥΝΤΑΙ Βοηθοί κουρείου. Τηλ. 276-782. bbox=[1000, 369, 1177, 397]
classified-ad: ΑΓΟΡΑΖΩ οικόπεδα, ρέστες σε πλατείες και δρόμους της πόλεως. Τηλ. 821-924. bbox=[624, 311, 801, 350]
classified-ad: ΔΙΑΜΕΡΙΣΜΑΤΑ ενοικιάζονται με κεντρικήν θέρμανσιν. Πληροφορίαι καθημερινώς είς το γραφείον. Τηλ. 225-629. bbox=[624, 210, 801, 260]
chairs-body: ΑΘΗΝΑΙ, 7.— Ανά τρεις καθηγητικαί έδραι θά ίδρυθούν είς τήν Άνωτάτην Σχολήν Οικονομικών και Εμπορικών Επιστημών. bbox=[406, 436, 610, 485]
classified-ad: ΖΗΤΕΙΤΑΙ πεπειραμένος μηχανοσυνθέτης. Τηλ. 515-869. bbox=[1000, 108, 1177, 136]
olympic-ad bbox=[1187, 2116, 1552, 2274]
classified-ad: ΟΙΚΟΠΕΔΟΝ είς περιοχήν Περαίας πωλείται. Τηλ. 416-040. bbox=[624, 735, 801, 763]
telegram-body: Τηλεγραφήματα είς τό Πανεπιστήμιον έστειλαν οι όργανισμοί και σύλλογοι της πόλεως εκφράζοντες τήν συμπαράστασίν των. bbox=[18, 1530, 392, 1554]
children-body: ΑΘΗΝΑΙ, 7.— Ανευρέθησαν τα δύο παιδιά τα οποία είχον εξαφανισθή κατά τας προηγουμένας ημέρας. bbox=[406, 1331, 610, 1368]
dei-footer: Εκ της ΔΕΗ bbox=[324, 1848, 384, 1859]
doctor-entry: Δρ. ΣΩΤΟΣ ΜΙΧΟΠΑΝΗΣ — Χειρουργός Ουρολόγος. Τηλ. 60-472. bbox=[811, 1451, 989, 1490]
fm-heading: ΦΥΣΙΚΟΜΑΘΗΜΑΤΙΚΗ bbox=[406, 664, 511, 676]
classified-ad: ΖΗΤΕΙΤΑΙ κυρία διά φύλαξιν παιδιού. Τηλ. 521-125. bbox=[811, 215, 990, 242]
research-body: ΑΘΗΝΑΙ, 7.— Εντός του Μαρτίου θά διενεργηθή έρευνα εις όλον τον χώρον και εις όλην την χώραν πρός μελέτην της κινήσεως των αυτοκινήτων και των πεζών. bbox=[18, 1102, 392, 1139]
abrasoglou-ad bbox=[811, 2038, 1179, 2309]
classifieds-col-a bbox=[624, 108, 801, 2313]
abrasoglou-info: ΠΛΗΡΟΦΟΡΙΑΙ: bbox=[939, 2170, 1051, 2184]
doctor-entry: Δρ. Κ. ΗΓΟΥΜΕΝΙΔΗΣ — Αφροδισιολόγος. Τηλ. 76-279. bbox=[811, 1345, 989, 1372]
classified-ad: ΖΗΤΕΙΤΑΙ πωλήτρια ηλεκτρικών ειδών. Τηλ. 51-113. bbox=[1000, 530, 1177, 557]
hotels-headline: ΘΑ ΣΥΜΠΛΗΡΩΘΟΥΝ ΑΙ ΠΡΟΔΙΑΓΡΑΦΑΙ ΔΙΑ ΤΑ ΞΕΝΟΔΟΧΕΙΑ bbox=[1407, 785, 1545, 828]
research-body: ΑΘΗΝΑΙ, 7.— Εντός του Μαρτίου θά διενεργηθή έρευνα εις όλον τον χώρον και εις όλην την χώραν πρός μελέτην της κινήσεως των αυτοκινήτων και των πεζών. bbox=[18, 1021, 392, 1058]
children-headline: ΒΡΕΘΗΚΑΝ ΤΑ ΠΑΙΔΙΑ ΤΗΣ ΑΓΓΙΑΔΟΣ bbox=[429, 1299, 587, 1328]
sale-contact: ΤΗΛΕΦΩΝΗΣΑΤΕ 538-261—4, Περιοχή Πλατείας Ναυαρίνου bbox=[1228, 2071, 1521, 2083]
lead-paragraph: Ή γραπτή έξέτασις τών τελειοφοίτων του τμήματος άγρονόμων τοπογράφων θά διεξαχθή προσεχώς είς τό μάθημα τής γεωδαισίας. Ή ύλη τής έξετάσεως όρίζεται ώς έξής. bbox=[18, 466, 392, 503]
classified-ad: ΑΓΟΡΑΖΩ οικόπεδα κεντρικά προς ανέγερση πολυκατοικίας. Τηλ. 276-831. bbox=[624, 483, 801, 523]
classified-ad: ΖΗΤΕΙΤΑΙ μαθητευόμενος. Τηλ. 324-872. bbox=[1000, 230, 1177, 258]
classified-ad: ΑΥΤΟΚΙΝΗΤΑ. Αγγελιοφόρος. Τηλ. 822-207. bbox=[1187, 143, 1396, 170]
accounting-body: Πλήρη λογιστική εκπαίδευσις διά άνδρας και γυναίκας. Πληροφορίαι καθημερινώς. bbox=[406, 1800, 610, 1837]
institute-body: Τό Γερμανικόν ίνστιτούτον Γκαίτε θά διοργανώση έκθεσιν μαθημάτων και διαλέξεων είς τήν αίθουσαν τού Ινστιτούτου. bbox=[18, 914, 392, 940]
meeting-headline: Η ΣΥΓΚΟΙΝΩΝΙΑΚΗ ΕΥΣΥΝΗΘΕΣΗΣ ΤΩΝ ΒΙΟΜΗΧΑΝΙΚΩΝ ΠΡΟΙΟΝΤΩΝ bbox=[1418, 244, 1534, 300]
biomichaniki-body: Έκ τής Εφορείας τής άνωτάτης βιομηχανικής σχολής ανακοινούται ότι αι εξετάσεις θά αρχίσουν. bbox=[406, 869, 610, 906]
fm-body: Καλούνται οι άνωθεν φοιτηταί να προσέλθουν είς τήν γραμματείαν διά τήν τακτοποίησιν τών εγγραφών των. bbox=[406, 677, 610, 715]
hotel-body: ΑΘΗΝΑΙ, 7.— Ο πρόεδρος του Ξενοδοχειακού Επιμελητηρίου ανακοίνωσε τα μέτρα διά τήν άνοδον των υπηρεσιών. bbox=[406, 1114, 610, 1163]
classified-ad: ΠΩΛΕΙΤΑΙ Φορτηγό 220 1 οικονομικά. Τηλ. 28-7. bbox=[1187, 170, 1396, 198]
lead-paragraph: Ή τελική έξέτασις τών δευτεροετών φοιτητών τού τμήματος πολιτικών μηχανικών θά διεξαχθή προσεχώς είς τό μάθημα τής γεωδαισίας. bbox=[18, 710, 392, 746]
rice-body: ΑΘΗΝΑΙ, 7.— Ενεκρίθη η εισαγωγή 12.000 τόννων ορύζης πρός κάλυψιν των αναγκών. bbox=[1402, 1289, 1550, 1339]
classified-ad: ΑΝΕΛΚΥΣΤΗΡΕΣ διά πολυκατοικίας. Τηλ. 516-120. bbox=[1187, 592, 1396, 619]
classified-ad: ΖΗΤΟΥΝΤΑΙ τεχνίται. Τηλ. 521-651. bbox=[1000, 723, 1177, 751]
abrasoglou-line: Μηχανικούς συλλεκτικών μηχανών βάμβακος bbox=[886, 2116, 1105, 2162]
memorial-headline: ΜΝΗΜΟΣΥΝΟΝ ΕΤΕΛΕΣΘΗ ΕΙΣ ΘΕΣΣΑΛΟΝΙΚΗΝ ΥΠΕΡ ΤΟΥ ΑΛ. ΩΝΑΣΗ bbox=[1411, 437, 1541, 493]
classified-ad: ΖΗΤΕΙΤΑΙ έμπειρη νοσοκόμα. Τηλ. 67-183. bbox=[1000, 768, 1177, 795]
abrasoglou-phone: Τηλ. 516—626 bbox=[1085, 2202, 1162, 2216]
hotel-headline: Η ΠΡΟΣΑΡΜΟΓΗ ΤΩΝ ΞΕΝΟΔΟΧΕΙΩΝ ΕΙΣ ΤΟ ΓΟΗΤΡΟΝ bbox=[413, 1083, 604, 1111]
doctor-entry: Γ. ΧΑΤΖΗΠΑΡΑΣΚΕΥΑΣ — Χειρουργός Οδοντίατρος. Τηλ. 56-150. bbox=[811, 1545, 989, 1585]
appoint-body: ΑΘΗΝΑΙ, 7.— Διορίσθησαν είς το ΙΚΑ νέοι υπάλληλοι κατόπιν διαγωνισμού. bbox=[1402, 1025, 1550, 1074]
olympic-title: ΟΛΥΜΠΙΑΚΗ bbox=[1199, 2156, 1444, 2199]
runner-icon bbox=[1471, 2141, 1540, 2249]
sale-item: 2) ΚΑΤΑΣΤΗΜΑ πολυτελούς κατασκευής μ2 52. bbox=[1207, 2021, 1496, 2035]
classified-ad: ΠΤΥΧΙΟΥΧΟΣ ζητεί έργασίαν. Τηλ. 74-313. bbox=[1000, 502, 1177, 530]
lead-paragraph: Ή γραπτή έξέτασις τών δευτεροετών φοιτητών του τμήματος άγρονόμων τοπογράφων θά διεξαχθή προσεχώς είς τό μάθημα τής γεωδαισίας. bbox=[18, 425, 392, 463]
doctor-entry: ΝΙΚΟΛΑΟΣ ΑΝΤΩΝΙΑΔΗΣ — Δερματολόγος. Τηλ. 42-452. bbox=[999, 1494, 1177, 1522]
gerakas-headline: Ο Κ. ΓΕΩΡΓΑΛΑΣ ΕΔΩΣΕ ΔΙΑΛΕΞΙΝ bbox=[408, 1464, 608, 1478]
classified-ad: ΠΩΛΕΙΤΑΙ οικόπεδον παρά τη θαλάσση. Τηλ. 225-125 και 225-325. bbox=[624, 830, 801, 869]
classified-ad: ΕΝΟΙΚΙΑΖΕΤΑΙ κατάστημα επί της οδού Βασ. Όλγας 72. Τηλ. 81-2300. bbox=[624, 964, 801, 991]
doctor-entry: ΑΝΑΣΤΑΣΙΑΔΗΣ 12 Ιατρός. Τηλ. 226-493. bbox=[999, 1412, 1177, 1439]
classified-ad: ΟΙ πιστοί μας. Τηλ. 527-144. bbox=[1187, 647, 1396, 663]
classified-ad: ΖΗΤΟΥΝΤΑΙ επί εργασίαις πωληταί. Τηλ. 712-450. bbox=[811, 242, 990, 270]
classified-ad: ΖΗΤΕΙΤΑΙ έργάτης. Τηλ. 69-250. bbox=[1000, 751, 1177, 768]
classified-ad: ΖΗΤΕΙΤΑΙ τηλεφ. πρός άγοράν. Τηλ. 818-260. bbox=[1000, 795, 1177, 823]
doctor-entry: ΗΛΙΑΣ Ι. ΡΕΙΣΗΣ — Ωτορινολαρυγγολόγος. Τηλ. 42-452. bbox=[999, 1305, 1177, 1345]
